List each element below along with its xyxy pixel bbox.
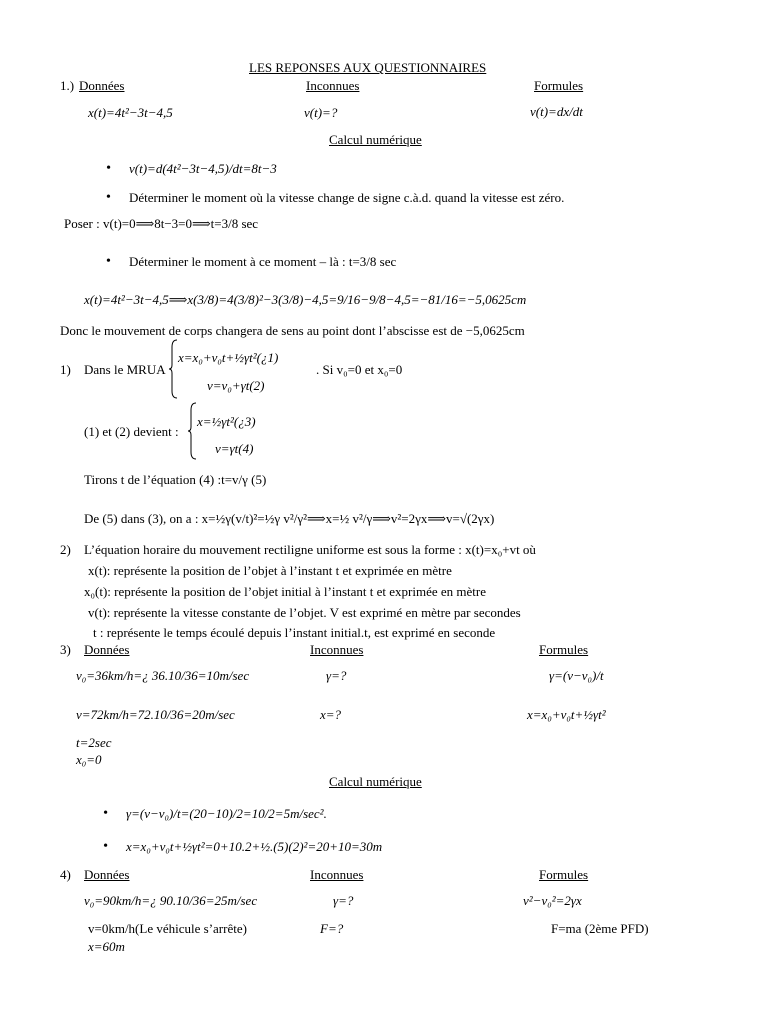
p1-intro: Dans le MRUA	[84, 362, 166, 377]
q1-calc-title: Calcul numérique	[329, 132, 422, 147]
p1-tirons: Tirons t de l’équation (4) :t=v/γ (5)	[84, 472, 267, 487]
p2-line-2: x₀(t): représente la position de l’objet initial à l’instant t et exprimée en mètre	[84, 584, 486, 599]
p3-inconnue-gamma: γ=?	[326, 668, 347, 683]
p3-donnee-v0: v₀=36km/h=¿ 36.10/36=10m/sec	[76, 668, 250, 683]
p1-equation-1: x=x₀+v₀t+½γt²(¿1)	[178, 350, 279, 365]
q1-inconnue: v(t)=?	[304, 105, 338, 120]
q1-bullet-derivative: • v(t)=d(4t²−3t−4,5)/dt=8t−3	[129, 161, 277, 177]
p3-heading-formules: Formules	[539, 642, 589, 657]
q1-donnee: x(t)=4t²−3t−4,5	[88, 105, 173, 120]
p3-number: 3)	[60, 642, 71, 657]
p1-brace-2-icon	[188, 402, 198, 460]
p3-heading-donnees: Données	[84, 642, 130, 657]
p4-donnee-x: x=60m	[88, 939, 125, 954]
p4-formule-kinematic: v²−v₀²=2γx	[523, 893, 582, 908]
p3-bullet-x: • x=x₀+v₀t+½γt²=0+10.2+½.(5)(2)²=20+10=30m	[126, 839, 382, 855]
p3-inconnue-x: x=?	[320, 707, 342, 722]
p4-inconnue-f: F=?	[320, 921, 344, 936]
p3-heading-inconnues: Inconnues	[310, 642, 364, 657]
p2-intro: L’équation horaire du mouvement rectiligne uniforme est sous la forme : x(t)=x₀+vt où	[84, 542, 536, 557]
p2-number: 2)	[60, 542, 71, 557]
p1-substitution: De (5) dans (3), on a : x=½γ(v/t)²=½γ v²/γ²⟹x=½ v²/γ⟹v²=2γx⟹v=√(2γx)	[84, 511, 495, 526]
p1-devient: (1) et (2) devient :	[84, 424, 179, 439]
p3-donnee-t: t=2sec	[76, 735, 112, 750]
p4-heading-donnees: Données	[84, 867, 130, 882]
p2-line-1: x(t): représente la position de l’objet à l’instant t et exprimée en mètre	[88, 563, 452, 578]
q1-bullet-moment: • Déterminer le moment à ce moment – là : t=3/8 sec	[129, 254, 396, 270]
p2-line-4: t : représente le temps écoulé depuis l’instant initial.t, est exprimé en seconde	[93, 625, 496, 640]
q1-heading-formules: Formules	[534, 78, 584, 93]
q1-formule: v(t)=dx/dt	[530, 104, 583, 119]
p3-donnee-x0: x₀=0	[76, 752, 102, 767]
p4-number: 4)	[60, 867, 71, 882]
q1-position-calc: x(t)=4t²−3t−4,5⟹x(3/8)=4(3/8)²−3(3/8)−4,5=9/16−9/8−4,5=−81/16=−5,0625cm	[84, 292, 527, 307]
p1-equation-3: x=½γt²(¿3)	[197, 414, 256, 429]
q1-number: 1.)	[60, 78, 75, 93]
q1-heading-inconnues: Inconnues	[306, 78, 360, 93]
p4-heading-inconnues: Inconnues	[310, 867, 364, 882]
p1-condition: . Si v₀=0 et x₀=0	[316, 362, 403, 377]
p3-formule-x: x=x₀+v₀t+½γt²	[527, 707, 606, 722]
p4-heading-formules: Formules	[539, 867, 589, 882]
q1-poser: Poser : v(t)=0⟹8t−3=0⟹t=3/8 sec	[64, 216, 259, 231]
p3-formule-gamma: γ=(v−v₀)/t	[549, 668, 604, 683]
p3-bullet-gamma: • γ=(v−v₀)/t=(20−10)/2=10/2=5m/sec².	[126, 806, 327, 822]
p3-calc-title: Calcul numérique	[329, 774, 422, 789]
p3-donnee-v: v=72km/h=72.10/36=20m/sec	[76, 707, 235, 722]
page-title: LES REPONSES AUX QUESTIONNAIRES	[249, 60, 487, 75]
q1-conclusion: Donc le mouvement de corps changera de sens au point dont l’abscisse est de −5,0625cm	[60, 323, 525, 338]
q1-bullet-sign-change: • Déterminer le moment où la vitesse change de signe c.à.d. quand la vitesse est zéro.	[129, 190, 564, 206]
p2-line-3: v(t): représente la vitesse constante de l’objet. V est exprimé en mètre par secondes	[88, 605, 521, 620]
p1-brace-icon	[169, 339, 179, 399]
p1-number: 1)	[60, 362, 71, 377]
p4-donnee-v0: v₀=90km/h=¿ 90.10/36=25m/sec	[84, 893, 258, 908]
p4-inconnue-gamma: γ=?	[333, 893, 354, 908]
q1-heading-donnees: Données	[79, 78, 125, 93]
p4-formule-pfd: F=ma (2ème PFD)	[551, 921, 649, 936]
p4-donnee-v: v=0km/h(Le véhicule s’arrête)	[88, 921, 247, 936]
p1-equation-2: v=v₀+γt(2)	[207, 378, 265, 393]
p1-equation-4: v=γt(4)	[215, 441, 254, 456]
